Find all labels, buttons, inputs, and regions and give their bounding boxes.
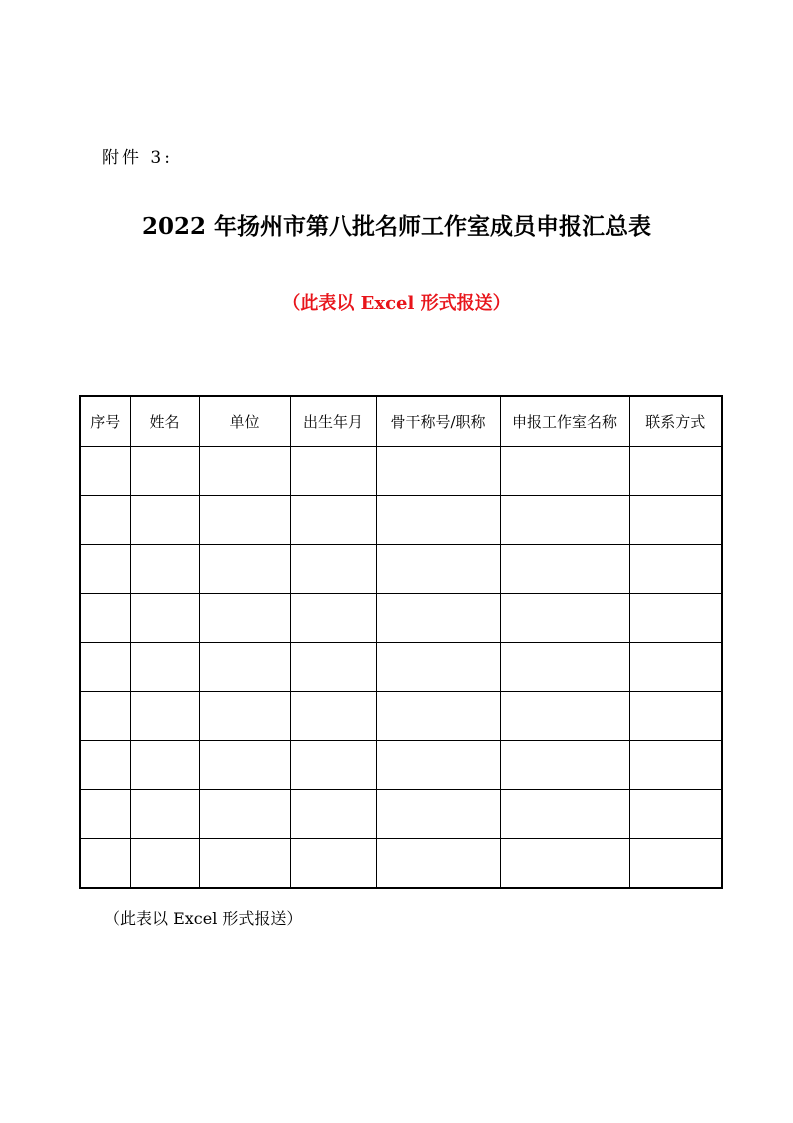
table-cell[interactable]: [130, 594, 199, 643]
table-row: [80, 692, 722, 741]
table-cell[interactable]: [80, 643, 130, 692]
col-header-studio: 申报工作室名称: [500, 396, 629, 447]
table-cell[interactable]: [629, 790, 722, 839]
table-row: [80, 496, 722, 545]
table-cell[interactable]: [80, 692, 130, 741]
table-cell[interactable]: [130, 447, 199, 496]
table-cell[interactable]: [376, 594, 500, 643]
table-cell[interactable]: [290, 790, 376, 839]
table-cell[interactable]: [500, 790, 629, 839]
table-cell[interactable]: [629, 741, 722, 790]
table-cell[interactable]: [290, 496, 376, 545]
table-cell[interactable]: [290, 692, 376, 741]
table-cell[interactable]: [629, 594, 722, 643]
summary-table: [79, 395, 723, 889]
table-cell[interactable]: [199, 839, 290, 889]
table-cell[interactable]: [290, 839, 376, 889]
table-cell[interactable]: [199, 692, 290, 741]
table-cell[interactable]: [500, 692, 629, 741]
table-cell[interactable]: [629, 643, 722, 692]
table-header-row: [80, 396, 722, 447]
page-title: 2022 年扬州市第八批名师工作室成员申报汇总表: [141, 213, 652, 240]
table-row: [80, 545, 722, 594]
table-cell[interactable]: [376, 790, 500, 839]
table-cell[interactable]: [376, 692, 500, 741]
table-cell[interactable]: [80, 447, 130, 496]
col-header-birth: 出生年月: [290, 396, 376, 447]
table-row: [80, 839, 722, 889]
table-cell[interactable]: [290, 594, 376, 643]
col-header-title: 骨干称号/职称: [376, 396, 500, 447]
table-cell[interactable]: [376, 839, 500, 889]
table-cell[interactable]: [290, 741, 376, 790]
table-cell[interactable]: [80, 839, 130, 889]
table-cell[interactable]: [80, 741, 130, 790]
table-cell[interactable]: [376, 447, 500, 496]
table-cell[interactable]: [130, 496, 199, 545]
col-header-name: 姓名: [130, 396, 199, 447]
table-cell[interactable]: [80, 545, 130, 594]
attachment-label: 附件 3:: [102, 148, 173, 168]
table-cell[interactable]: [376, 496, 500, 545]
table-body: [80, 447, 722, 889]
table-cell[interactable]: [500, 839, 629, 889]
table-cell[interactable]: [199, 496, 290, 545]
table-cell[interactable]: [629, 839, 722, 889]
col-header-unit: 单位: [199, 396, 290, 447]
table-cell[interactable]: [500, 545, 629, 594]
table-cell[interactable]: [130, 643, 199, 692]
table-cell[interactable]: [130, 839, 199, 889]
table-cell[interactable]: [629, 447, 722, 496]
footnote: （此表以 Excel 形式报送）: [104, 909, 303, 928]
table-cell[interactable]: [290, 643, 376, 692]
table-cell[interactable]: [629, 545, 722, 594]
col-header-seq: 序号: [80, 396, 130, 447]
table-cell[interactable]: [290, 447, 376, 496]
table-cell[interactable]: [130, 741, 199, 790]
table-cell[interactable]: [199, 790, 290, 839]
table-cell[interactable]: [199, 741, 290, 790]
table-cell[interactable]: [130, 545, 199, 594]
table-cell[interactable]: [290, 545, 376, 594]
col-header-contact: 联系方式: [629, 396, 722, 447]
table-cell[interactable]: [500, 447, 629, 496]
table-cell[interactable]: [500, 496, 629, 545]
table-cell[interactable]: [199, 447, 290, 496]
table-cell[interactable]: [130, 790, 199, 839]
table-cell[interactable]: [80, 496, 130, 545]
table-cell[interactable]: [376, 545, 500, 594]
table-cell[interactable]: [199, 545, 290, 594]
table-cell[interactable]: [500, 741, 629, 790]
table-cell[interactable]: [199, 594, 290, 643]
table-cell[interactable]: [629, 496, 722, 545]
table-row: [80, 643, 722, 692]
table-row: [80, 790, 722, 839]
table-cell[interactable]: [130, 692, 199, 741]
table-cell[interactable]: [376, 741, 500, 790]
table-cell[interactable]: [80, 594, 130, 643]
table-row: [80, 594, 722, 643]
table-cell[interactable]: [199, 643, 290, 692]
table-cell[interactable]: [80, 790, 130, 839]
table-cell[interactable]: [376, 643, 500, 692]
table-cell[interactable]: [500, 643, 629, 692]
table-cell[interactable]: [629, 692, 722, 741]
table-cell[interactable]: [500, 594, 629, 643]
subtitle-note: （此表以 Excel 形式报送）: [282, 293, 511, 314]
table-row: [80, 741, 722, 790]
table-row: [80, 447, 722, 496]
